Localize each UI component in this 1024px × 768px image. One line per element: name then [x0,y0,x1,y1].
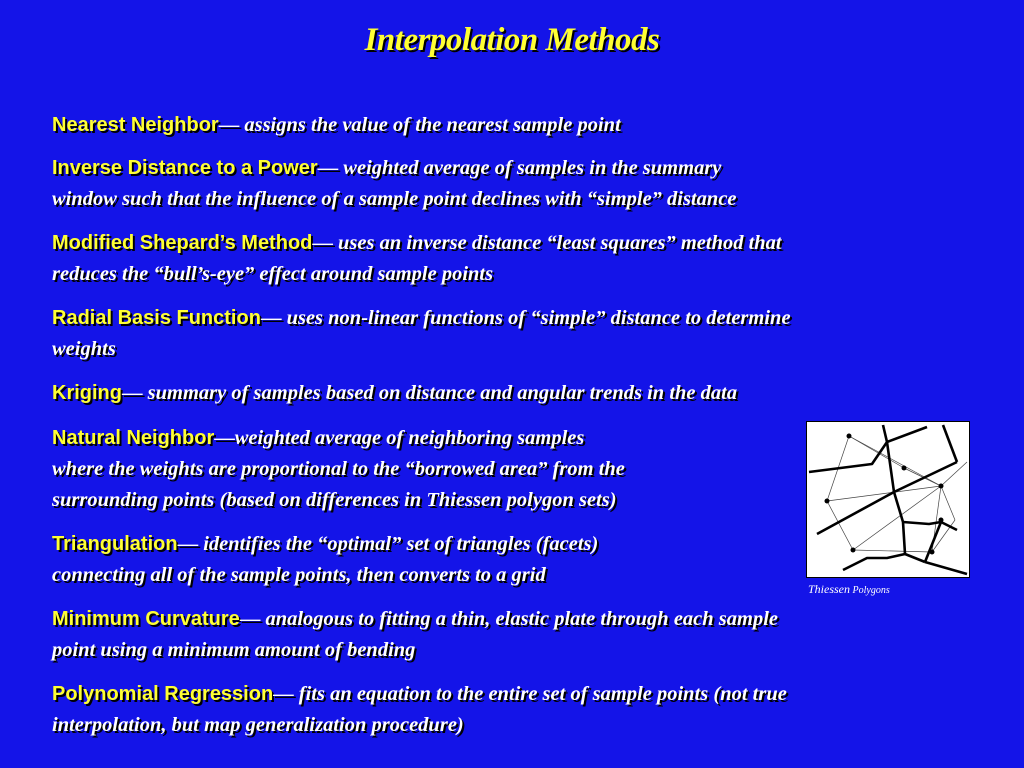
caption-small: Polygons [850,585,890,596]
method-term: Nearest Neighbor [52,114,219,136]
thiessen-polygons-svg [807,422,969,577]
method-inverse-distance [52,153,737,215]
method-description: fits an equation to the entire set of sample points (not true [293,683,787,705]
em-dash: — [239,608,261,630]
method-description-cont: surrounding points (based on differences in Thiessen polygon sets) [52,489,617,511]
method-description: uses non-linear functions of “simple” distance to determine [281,307,791,329]
triangulation-edges [827,436,967,552]
method-minimum-curvature [52,604,778,666]
method-description: weighted average of samples in the summary [338,157,722,179]
em-dash: — [312,232,333,254]
em-dash: — [214,427,235,449]
method-polynomial-regression [52,679,787,741]
method-natural-neighbor [52,423,625,516]
method-term: Kriging [52,382,122,404]
method-description: weighted average of neighboring samples [234,427,585,449]
method-nearest-neighbor [52,110,621,141]
sample-point [851,548,856,553]
sample-point [939,518,944,523]
method-description-cont: window such that the influence of a sample point declines with “simple” distance [52,188,737,210]
method-description: summary of samples based on distance and angular trends in the data [142,382,738,404]
figure-caption [808,582,928,597]
sample-points [825,434,944,555]
method-term: Polynomial Regression [52,683,274,705]
thiessen-polygon-edges [809,425,967,574]
method-modified-shepard [52,228,782,290]
method-kriging [52,378,737,409]
em-dash: — [317,157,339,179]
sample-point [902,466,907,471]
method-description-cont: reduces the “bull’s-eye” effect around sample points [52,263,494,285]
sample-point [825,499,830,504]
method-description-cont: connecting all of the sample points, then converts to a grid [52,564,546,586]
method-description-cont: where the weights are proportional to the “borrowed area” from the [52,458,625,480]
method-term: Triangulation [52,533,178,555]
method-term: Modified Shepard’s Method [52,232,313,254]
method-description-cont: interpolation, but map generalization procedure) [52,714,464,736]
method-term: Radial Basis Function [52,307,261,329]
method-description-cont: weights [52,338,116,360]
method-description-cont: point using a minimum amount of bending [52,639,416,661]
em-dash: — [177,533,199,555]
method-triangulation [52,529,598,591]
sample-point [939,484,944,489]
sample-point [847,434,852,439]
method-description: analogous to fitting a thin, elastic plate through each sample [260,608,779,630]
sample-point [930,550,935,555]
em-dash: — [122,382,143,404]
em-dash: — [273,683,294,705]
em-dash: — [218,114,240,136]
em-dash: — [260,307,282,329]
slide-title: Interpolation Methods [364,22,660,58]
method-radial-basis [52,303,791,365]
method-term: Inverse Distance to a Power [52,157,318,179]
thiessen-polygons-diagram [806,421,970,578]
caption-main: Thiessen [808,582,850,596]
method-description: uses an inverse distance “least squares” method that [332,232,782,254]
method-term: Natural Neighbor [52,427,215,449]
method-term: Minimum Curvature [52,608,240,630]
method-description: identifies the “optimal” set of triangles (facets) [198,533,599,555]
method-description: assigns the value of the nearest sample point [239,114,621,136]
